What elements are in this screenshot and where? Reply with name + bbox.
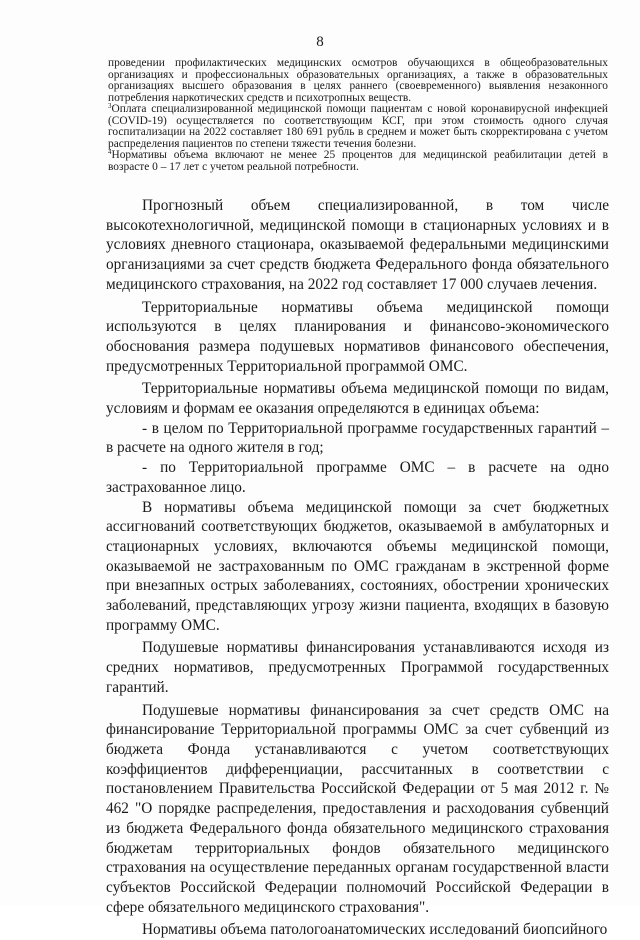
list-item-per-insured: - по Территориальной программе ОМС – в расчете на одно застрахованное лицо. [106,459,609,496]
paragraph-budget-norms: В нормативы объема медицинской помощи за счет бюджетных ассигнований соответствующих бюджетов, оказываемой в амбулаторных и стационарных условиях, включаются объемы медицинской помощи, оказываемой не застрахованным по ОМС гражданам в экстренной форме при внезапных острых заболеваниях, состояниях, обострении хронических заболеваний, представляющих угрозу жизни пациента, входящих в базовую программу ОМС. [106,498,609,634]
footnote-marker: 4 [108,148,112,156]
footnote-text: проведении профилактических медицинских осмотров обучающихся в общеобразовательных организациях и профессиональных образовательных организациях, а также в образовательных организациях высшего образования в целях раннего (своевременного) выявления незаконного потребления наркотических средств и психотропных веществ. [108,57,608,104]
footnote-marker: 3 [108,102,112,110]
paragraph-per-capita-norms: Подушевые нормативы финансирования устанавливаются исходя из средних нормативов, предусмотренных Программой государственных гарантий. [106,639,609,696]
footnotes-block [108,58,608,173]
paragraph-territorial-norms: Территориальные нормативы объема медицинской помощи используются в целях планирования и финансово-экономического обоснования размера подушевых нормативов финансового обеспечения, предусмотренных Территориальной программой ОМС. [106,298,609,375]
footnote-text: Оплата специализированной медицинской помощи пациентам с новой коронавирусной инфекцией (COVID-19) осуществляется по соответствующим КСГ, при этом стоимость одного случая госпитализации на 2022 составляет 180 691 рубль в среднем и может быть скорректирована с учетом распределения пациентов по степени тяжести течения болезни. [108,103,608,150]
paragraph-forecast-volume: Прогнозный объем специализированной, в том числе высокотехнологичной, медицинской помощи в стационарных условиях и в условиях дневного стационара, оказываемой федеральными медицинскими организациями за счет средств бюджета Федерального фонда обязательного медицинского страхования, на 2022 год составляет 17 000 случаев лечения. [106,197,609,293]
footnote-3 [108,104,608,150]
list-item-per-resident: - в целом по Территориальной программе государственных гарантий – в расчете на одного жителя в год; [106,419,609,457]
paragraph-pathology-norms: Нормативы объема патологоанатомических исследований биопсийного [142,921,608,939]
page-number: 8 [316,34,324,50]
paragraph-oms-per-capita: Подушевые нормативы финансирования за счет средств ОМС на финансирование Территориальной программы ОМС за счет субвенций из бюджета Фонда устанавливаются с учетом соответствующих коэффициентов дифференциации, рассчитанных в соответствии с постановлением Правительства Российской Федерации от 5 мая 2012 г. № 462 "О порядке распределения, предоставления и расходования субвенций из бюджета Федерального фонда обязательного медицинского страхования бюджетам территориальных фондов обязательного медицинского страхования на осуществление переданных органам государственной власти субъектов Российской Федерации полномочий Российской Федерации в сфере обязательного медицинского страхования". [106,701,609,916]
paragraph-volume-units: Территориальные нормативы объема медицинской помощи по видам, условиям и формам ее оказания определяются в единицах объема: [106,380,609,418]
footnote-text: Нормативы объема включают не менее 25 процентов для медицинской реабилитации детей в возрасте 0 – 17 лет с учетом реальной потребности. [108,149,608,173]
footnote-continuation [108,58,608,104]
footnote-4 [108,150,608,173]
main-text [106,196,609,940]
